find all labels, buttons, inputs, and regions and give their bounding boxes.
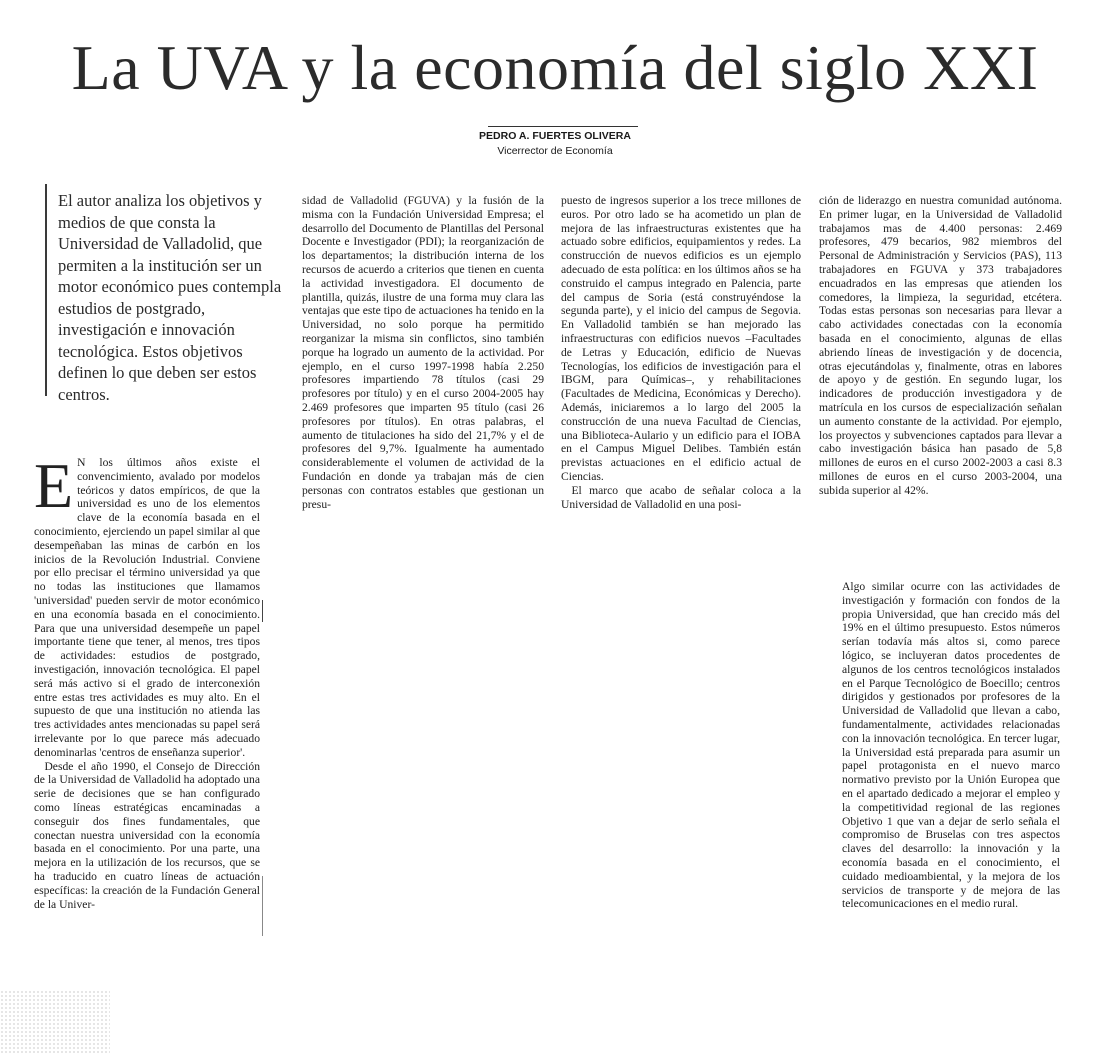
author-name: PEDRO A. FUERTES OLIVERA	[479, 130, 631, 142]
author-role: Vicerrector de Economía	[497, 145, 613, 157]
headline: La UVA y la economía del siglo XXI	[71, 32, 1039, 103]
body-paragraph: puesto de ingresos superior a los trece millones de euros. Por otro lado se ha acometido un plan de mejora de las infraestructuras existentes que ha actuado sobre edificios, equipamientos y redes. La construcción de nuevos edificios es un ejemplo adecuado de esta política: en los últimos años se ha construido el campus integrado en Palencia, parte del campus de Soria (está construyéndose la segunda parte), y el inicio del campus de Segovia. En Valladolid también se han mejorado las infraestructuras con edificios nuevos –Facultades de Letras y Educación, edificio de Nuevas Tecnologías, los edificios de investigación para el IBGM, para Químicas–, y rehabilitaciones (Facultades de Medicina, Económicas y Derecho). Además, iniciaremos a lo largo del 2005 la construcción de una nueva Facultad de Ciencias, una Biblioteca-Aulario y un edificio para el IOBA en el Campus Miguel Delibes. También están previstas actuaciones en el edificio actual de Ciencias.	[561, 194, 801, 483]
body-paragraph: ción de liderazgo en nuestra comunidad autónoma. En primer lugar, en la Universidad de Valladolid trabajamos mas de 4.400 personas: 2.469 profesores, 479 becarios, 982 miembros del Personal de Administración y Servicios (PAS), 113 trabajadores en FGUVA y 373 trabajadores encuadrados en las empresas que atienden los comedores, la limpieza, la seguridad, etcétera. Todas estas personas son necesarias para llevar a cabo actividades conectadas con la economía basada en el conocimiento, algunas de ellas abriendo líneas de investigación y de docencia, otras ejecutándolas y, finalmente, otras en labores de apoyo y de gestión. En segundo lugar, los indicadores de producción investigadora y de matrícula en los cursos de especialización señalan un aumento constante de la actividad. Por ejemplo, los proyectos y subvenciones captados para llevar a cabo investigación básica han pasado de 5,8 millones de euros en el curso 2002-2003 a casi 8.3 millones de euros en el curso 2003-2004, una subida superior al 42%.	[819, 194, 1062, 497]
scan-speckle	[0, 990, 110, 1053]
lead-paragraph: El autor analiza los objetivos y medios de que consta la Universidad de Valladolid, que permiten a la institución ser un motor económico pues contempla estudios de postgrado, investigación e innovación tecnológica. Estos objetivos definen lo que deben ser estos centros.	[58, 191, 282, 404]
article-column-4	[819, 194, 1062, 576]
body-paragraph: sidad de Valladolid (FGUVA) y la fusión de la misma con la Fundación Universidad Empresa; el desarrollo del Documento de Plantillas del Personal Docente e Investigador (PDI); la reorganización de los departamentos; la distribución interna de los recursos de acuerdo a criterios que tienen en cuenta la actividad investigadora. El documento de plantilla, quizás, ilustre de una forma muy clara las ventajas que este tipo de actuaciones ha tenido en la Universidad, no solo porque ha permitido reorganizar la misma sin conflictos, sino también porque ha logrado un aumento de la actividad. Por ejemplo, en el curso 1997-1998 había 2.250 profesores impartiendo 78 títulos (casi 29 profesores por título) y en el curso 2004-2005 hay 2.469 profesores que imparten 95 título (casi 26 profesores por títulos). En otras palabras, el aumento de titulaciones ha sido del 21,7% y el de profesores del 9,7%. Igualmente ha aumentado considerablemente el volumen de actividad de la Fundación en donde ya trabajan más de cien personas con contratos estables que gestionan un presu-	[302, 194, 544, 511]
margin-mark	[262, 876, 263, 936]
body-paragraph: N los últimos años existe el convencimiento, avalado por modelos teóricos y datos empíricos, de que la universidad es uno de los elementos clave de la economía basada en el conocimiento, ejerciendo un papel similar al que desempeñaban las minas de carbón en los inicios de la Revolución Industrial. Conviene por ello precisar el término universidad ya que no todas las instituciones que llamamos 'universidad' pueden servir de motor económico en una economía basada en el conocimiento. Para que una universidad desempeñe un papel importante tiene que tener, al menos, tres tipos de actividades: estudios de postgrado, investigación, innovación tecnológica. El papel será más activo si el grado de interconexión entre estas tres actividades es muy alto. En el supuesto de que una institución no atienda las tres actividades antes mencionadas su papel será irrelevante por lo que parece más adecuado denominarlas 'centros de enseñanza superior'.	[34, 456, 260, 759]
article-column-4-continued	[842, 580, 1060, 1010]
lead-bar	[45, 184, 47, 396]
article-column-1	[34, 450, 260, 1016]
drop-cap: E	[34, 450, 74, 521]
article-column-3	[561, 194, 801, 589]
body-paragraph: Algo similar ocurre con las actividades de investigación y formación con fondos de la propia Universidad, que han crecido más del 19% en el último presupuesto. Estos números serían todavía más altos si, como parece lógico, se incluyeran datos procedentes de algunos de los centros tecnológicos instalados en el Parque Tecnológico de Boecillo; centros dirigidos y gestionados por profesores de la Universidad de Valladolid que llevan a cabo, fundamentalmente, actividades relacionadas con la innovación tecnológica. En tercer lugar, la Universidad está preparada para asumir un papel protagonista en el nuevo marco normativo previsto por la Unión Europea que en el apartado dedicado a mejorar el empleo y la competitividad regional de las regiones Objetivo 1 que van a dejar de serlo señala el compromiso de Bruselas con tres aspectos claves del desarrollo: la innovación y la economía basada en el conocimiento, el cuidado medioambiental, y la mejora de los servicios de transporte y de mejora de las telecomunicaciones en el medio rural.	[842, 580, 1060, 911]
margin-mark	[262, 600, 263, 622]
byline-rule	[488, 126, 638, 127]
body-paragraph: El marco que acabo de señalar coloca a la Universidad de Valladolid en una posi-	[561, 483, 801, 511]
body-paragraph: Desde el año 1990, el Consejo de Dirección de la Universidad de Valladolid ha adoptado una serie de decisiones que se han configurado como líneas estratégicas encaminadas a conseguir dos fines fundamentales, que conectan nuestra universidad con la economía basada en el conocimiento. Por una parte, una mejora en la utilización de los recursos, que se ha traducido en cuatro líneas de actuación específicas: la creación de la Fundación General de la Univer-	[34, 759, 260, 911]
article-column-2	[302, 194, 544, 584]
